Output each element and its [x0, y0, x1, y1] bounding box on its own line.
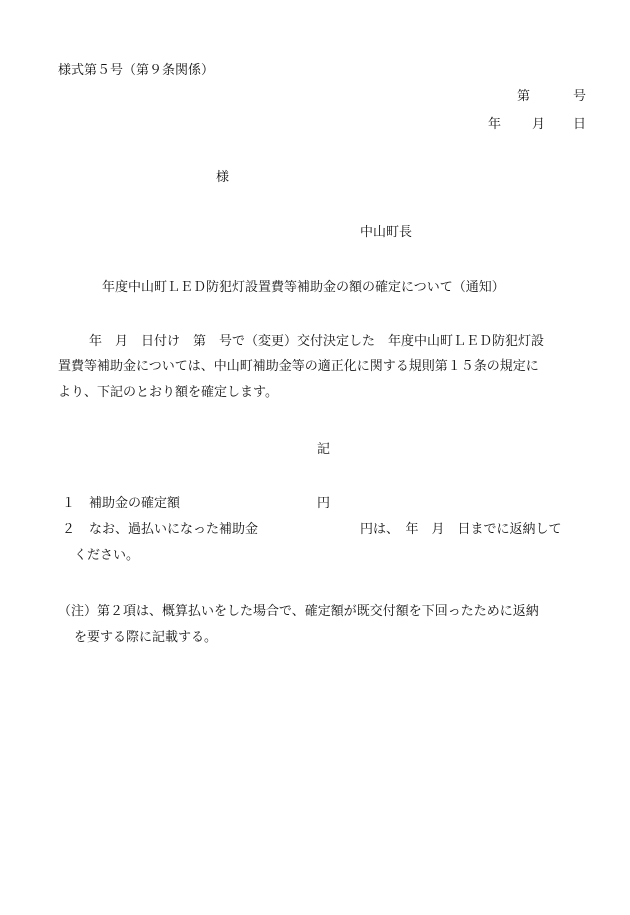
ki-heading: 記 [317, 442, 331, 457]
item-2-number: ２ [62, 522, 76, 537]
date-day: 日 [573, 117, 587, 132]
recipient-suffix: 様 [216, 170, 230, 185]
note-line-2: を要する際に記載する。 [74, 630, 218, 645]
sender: 中山町長 [360, 225, 413, 240]
date-month: 月 [532, 117, 546, 132]
item-1-label: 補助金の確定額 [89, 496, 181, 511]
doc-number-prefix: 第 [517, 89, 531, 104]
body-line-2: 置費等補助金については、中山町補助金等の適正化に関する規則第１５条の規定に [58, 359, 539, 374]
document-title: 年度中山町ＬＥＤ防犯灯設置費等補助金の額の確定について（通知） [102, 280, 505, 295]
form-label: 様式第５号（第９条関係） [58, 63, 215, 78]
item-2-text: 円は、 年 月 日までに返納して [360, 522, 562, 537]
item-2-continuation: ください。 [74, 548, 140, 563]
item-1-number: １ [62, 496, 76, 511]
note-line-1: （注）第２項は、概算払いをした場合で、確定額が既交付額を下回ったために返納 [58, 604, 539, 619]
body-line-1: 年 月 日付け 第 号で（変更）交付決定した 年度中山町ＬＥＤ防犯灯設 [89, 334, 545, 349]
item-2-label: なお、過払いになった補助金 [89, 522, 259, 537]
body-line-3: より、下記のとおり額を確定します。 [58, 385, 278, 400]
date-year: 年 [488, 117, 502, 132]
doc-number-suffix: 号 [573, 89, 587, 104]
item-1-unit: 円 [317, 496, 331, 511]
